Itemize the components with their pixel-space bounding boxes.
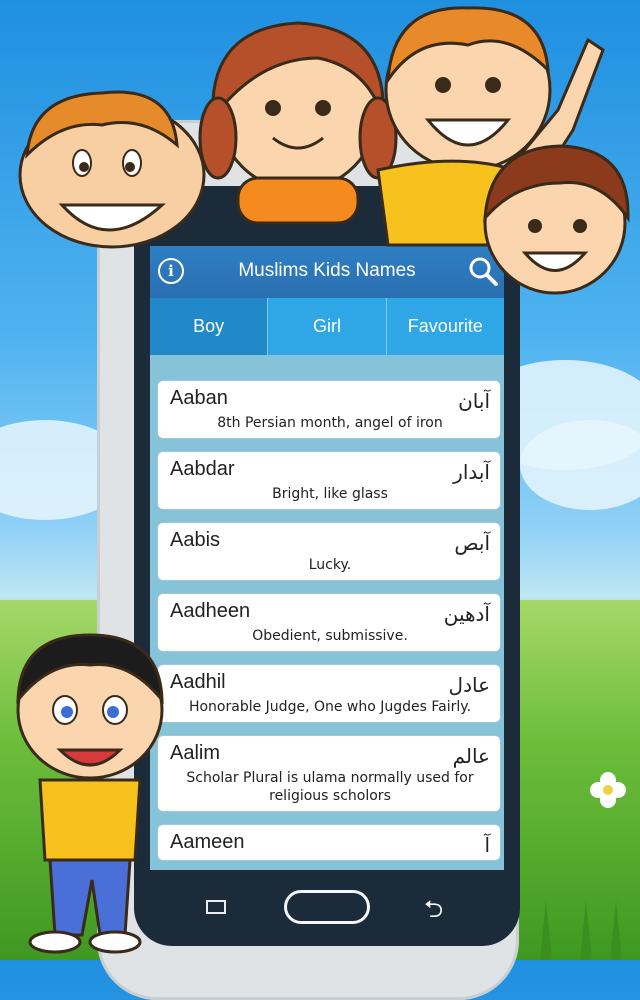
grass-blade	[610, 900, 622, 960]
name-english: Aameen	[170, 831, 245, 853]
home-button[interactable]	[284, 890, 370, 924]
name-english: Aaban	[170, 387, 228, 409]
flower-icon	[588, 770, 628, 810]
cloud	[520, 420, 640, 510]
app-title: Muslims Kids Names	[238, 260, 416, 281]
name-english: Aalim	[170, 742, 221, 764]
phone-nav-bar	[134, 870, 520, 946]
list-item[interactable]	[157, 380, 501, 439]
name-english: Aadheen	[170, 600, 251, 622]
names-list[interactable]	[157, 380, 501, 870]
grass-blade	[580, 900, 592, 960]
app-screen	[150, 246, 504, 870]
name-english: Aadhil	[170, 671, 226, 693]
name-arabic: آدهين	[443, 602, 490, 626]
name-arabic: عادل	[448, 673, 490, 697]
list-item[interactable]	[157, 824, 501, 861]
name-arabic: آبدار	[453, 460, 490, 484]
name-meaning: Obedient, submissive.	[252, 628, 408, 644]
boy-right-illustration	[470, 138, 640, 303]
list-item[interactable]	[157, 593, 501, 652]
tab-boy[interactable]: Boy	[150, 298, 268, 355]
name-meaning: Scholar Plural is ulama normally used for religious scholors	[186, 770, 474, 804]
boy-bottom-left-illustration	[0, 630, 180, 960]
back-icon[interactable]: ⮌	[424, 895, 444, 923]
tab-girl[interactable]: Girl	[268, 298, 386, 355]
list-item[interactable]	[157, 522, 501, 581]
grass-blade	[540, 900, 552, 960]
name-english: Aabis	[170, 529, 221, 551]
name-english: Aabdar	[170, 458, 235, 480]
info-icon[interactable]: i	[158, 258, 184, 284]
name-arabic: آبص	[454, 531, 490, 555]
kid-left-illustration	[2, 55, 212, 255]
name-arabic: آ	[484, 833, 490, 857]
name-arabic: عالم	[452, 744, 490, 768]
list-item[interactable]	[157, 664, 501, 723]
tab-favourite[interactable]: Favourite	[407, 316, 483, 336]
name-arabic: آبان	[458, 389, 490, 413]
recent-apps-icon[interactable]	[206, 900, 226, 914]
list-item[interactable]	[157, 451, 501, 510]
name-meaning: Bright, like glass	[272, 486, 388, 502]
name-meaning: 8th Persian month, angel of iron	[217, 415, 443, 431]
list-item[interactable]	[157, 735, 501, 812]
name-meaning: Honorable Judge, One who Jugdes Fairly.	[188, 699, 472, 715]
name-meaning: Lucky.	[308, 557, 352, 573]
tab-bar	[150, 298, 504, 355]
